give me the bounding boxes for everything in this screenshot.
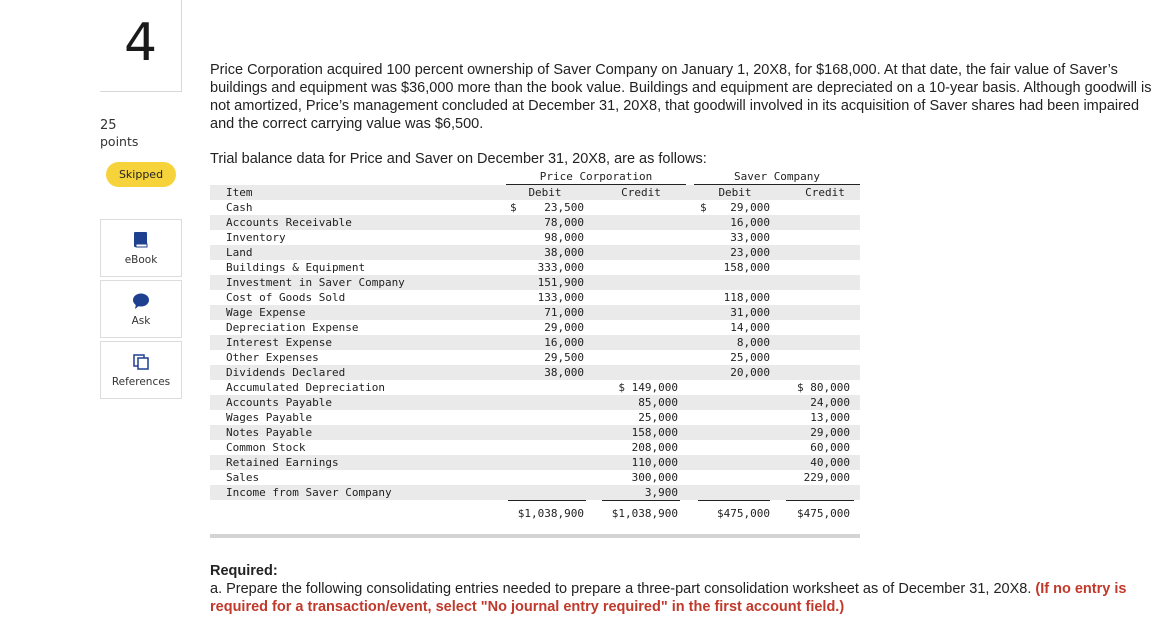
saver-debit-cell: 33,000 (730, 231, 770, 244)
total-rule (508, 500, 586, 501)
dollar-sign: $ (700, 201, 707, 214)
table-row (210, 260, 860, 275)
price-debit-cell: 78,000 (544, 216, 584, 229)
row-item: Common Stock (226, 441, 306, 454)
trial-balance-caption: Trial balance data for Price and Saver on December 31, 20X8, are as follows: (210, 151, 707, 167)
ebook-label: eBook (124, 253, 158, 266)
group-header-saver: Saver Company (694, 170, 860, 185)
table-row (210, 290, 860, 305)
col-item-header: Item (226, 186, 253, 199)
saver-credit-cell: 13,000 (810, 411, 850, 424)
price-debit-cell: 38,000 (544, 366, 584, 379)
total-rule (698, 500, 770, 501)
total-rule (602, 500, 680, 501)
price-debit-cell: 71,000 (544, 306, 584, 319)
price-credit-cell: 300,000 (631, 471, 678, 484)
table-row (210, 320, 860, 335)
table-row (210, 200, 860, 215)
price-debit-cell: 29,000 (544, 321, 584, 334)
row-item: Investment in Saver Company (226, 276, 405, 289)
saver-credit-cell: $ 80,000 (797, 381, 850, 394)
references-button[interactable] (100, 341, 182, 399)
saver-credit-cell: 229,000 (803, 471, 850, 484)
required-section (210, 562, 1155, 616)
price-credit-total: $1,038,900 (611, 507, 678, 520)
column-header-labels (210, 185, 860, 200)
table-row (210, 455, 860, 470)
status-badge: Skipped (106, 162, 176, 187)
row-item: Dividends Declared (226, 366, 346, 379)
saver-debit-cell: 158,000 (723, 261, 770, 274)
saver-debit-cell: 23,000 (730, 246, 770, 259)
problem-intro: Price Corporation acquired 100 percent ownership of Saver Company on January 1, 20X8, for $168,000. At that date, the fair value of Saver’s buildings and equipment was $36,000 more than the book value. Buildings and equipment are depreciated on a 10-year basis. Although goodwill is not amortized, Price’s management concluded at December 31, 20X8, that goodwill involved in its acquisition of Saver shares had been impaired and the correct carrying value was $6,500. (210, 62, 1152, 132)
table-row (210, 395, 860, 410)
book-icon (132, 231, 150, 249)
dollar-sign: $ (510, 201, 517, 214)
saver-credit-cell: 40,000 (810, 456, 850, 469)
table-bottom-band (210, 534, 860, 538)
points-display (100, 118, 138, 150)
table-row (210, 365, 860, 380)
group-header-price: Price Corporation (506, 170, 686, 185)
price-debit-cell: 29,500 (544, 351, 584, 364)
points-value: 25 (100, 118, 117, 133)
price-debit-cell: 98,000 (544, 231, 584, 244)
table-row (210, 410, 860, 425)
row-item: Inventory (226, 231, 286, 244)
table-row (210, 470, 860, 485)
row-item: Sales (226, 471, 260, 484)
saver-credit-cell: 24,000 (810, 396, 850, 409)
row-item: Accumulated Depreciation (226, 381, 385, 394)
saver-debit-total: $475,000 (717, 507, 770, 520)
row-item: Income from Saver Company (226, 486, 392, 499)
saver-credit-cell: 29,000 (810, 426, 850, 439)
required-note: (If no entry is required for a transaction/event, select "No journal entry required" in the first account field.) (210, 581, 1127, 615)
row-item: Cash (226, 201, 253, 214)
row-item: Other Expenses (226, 351, 319, 364)
saver-debit-cell: 31,000 (730, 306, 770, 319)
chat-bubble-icon (132, 292, 150, 310)
row-item: Land (226, 246, 253, 259)
price-credit-cell: 3,900 (644, 486, 678, 499)
price-credit-cell: 208,000 (631, 441, 678, 454)
saver-credit-header: Credit (805, 186, 845, 199)
table-row (210, 485, 860, 500)
row-item: Cost of Goods Sold (226, 291, 346, 304)
row-item: Wage Expense (226, 306, 306, 319)
row-item: Depreciation Expense (226, 321, 359, 334)
table-row (210, 245, 860, 260)
table-row (210, 440, 860, 455)
table-row (210, 305, 860, 320)
price-debit-total: $1,038,900 (517, 507, 584, 520)
price-debit-cell: 133,000 (537, 291, 584, 304)
saver-debit-cell: 8,000 (736, 336, 770, 349)
saver-debit-cell: 16,000 (730, 216, 770, 229)
required-title: Required: (210, 563, 278, 579)
table-row (210, 215, 860, 230)
row-item: Wages Payable (226, 411, 313, 424)
price-debit-cell: 16,000 (544, 336, 584, 349)
price-debit-cell: 151,900 (537, 276, 584, 289)
saver-debit-header: Debit (718, 186, 752, 199)
saver-debit-cell: 20,000 (730, 366, 770, 379)
saver-credit-total: $475,000 (797, 507, 850, 520)
points-label: points (100, 134, 139, 149)
table-row (210, 230, 860, 245)
table-row (210, 380, 860, 395)
references-label: References (111, 375, 171, 388)
ask-button[interactable] (100, 280, 182, 338)
price-credit-cell: 158,000 (631, 426, 678, 439)
table-row (210, 350, 860, 365)
ask-label: Ask (131, 314, 151, 327)
price-credit-cell: $ 149,000 (618, 381, 678, 394)
saver-debit-cell: 29,000 (730, 201, 770, 214)
price-credit-cell: 25,000 (638, 411, 678, 424)
row-item: Notes Payable (226, 426, 313, 439)
row-item: Buildings & Equipment (226, 261, 366, 274)
question-sidebar (0, 0, 182, 642)
saver-credit-cell: 60,000 (810, 441, 850, 454)
copy-icon (132, 353, 150, 371)
saver-debit-cell: 25,000 (730, 351, 770, 364)
table-row (210, 335, 860, 350)
price-credit-header: Credit (621, 186, 661, 199)
required-text: a. Prepare the following consolidating entries needed to prepare a three-part consolidation worksheet as of December 31, 20X8. (210, 581, 1032, 597)
price-credit-cell: 85,000 (638, 396, 678, 409)
row-item: Accounts Receivable (226, 216, 352, 229)
table-row (210, 425, 860, 440)
question-number: 4 (100, 0, 182, 92)
price-credit-cell: 110,000 (631, 456, 678, 469)
total-rule (786, 500, 854, 501)
row-item: Accounts Payable (226, 396, 332, 409)
price-debit-header: Debit (528, 186, 562, 199)
table-row (210, 275, 860, 290)
row-item: Interest Expense (226, 336, 332, 349)
price-debit-cell: 23,500 (544, 201, 584, 214)
saver-debit-cell: 118,000 (723, 291, 770, 304)
price-debit-cell: 333,000 (537, 261, 584, 274)
saver-debit-cell: 14,000 (730, 321, 770, 334)
totals-row (210, 506, 860, 521)
row-item: Retained Earnings (226, 456, 339, 469)
ebook-button[interactable] (100, 219, 182, 277)
price-debit-cell: 38,000 (544, 246, 584, 259)
